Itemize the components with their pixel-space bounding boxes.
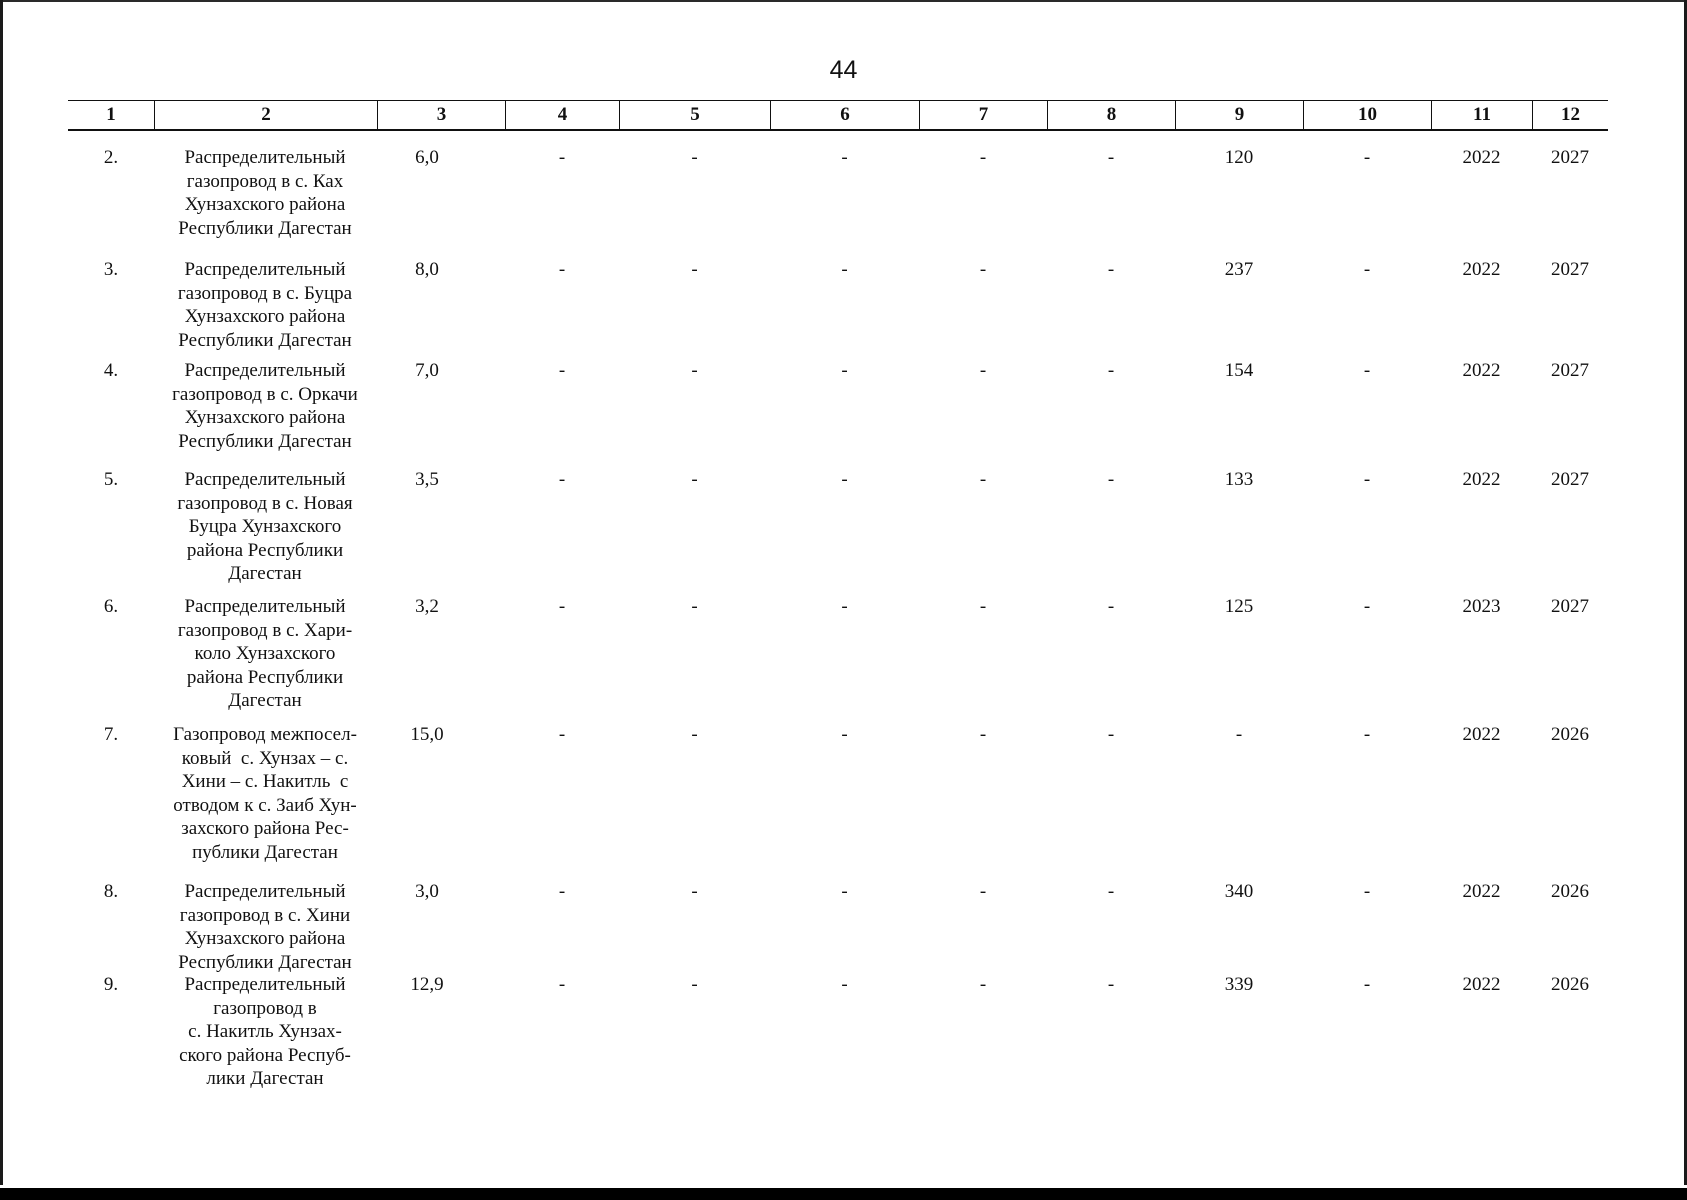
header-col-10: 10 <box>1303 101 1431 129</box>
cell-col-6: - <box>841 596 848 617</box>
cell-col-5: - <box>691 469 698 490</box>
cell-col-9: 125 <box>1224 596 1254 617</box>
cell-col-10: - <box>1363 469 1371 490</box>
cell-col-12: 2026 <box>1551 881 1589 902</box>
cell-col-4: - <box>558 259 566 280</box>
cell-col-4: - <box>558 974 566 995</box>
cell-col-4: - <box>558 360 566 381</box>
cell-col-11: 2022 <box>1462 259 1501 280</box>
cell-col-8: - <box>1107 596 1115 617</box>
row-number: 4. <box>103 360 119 381</box>
row-number: 3. <box>103 259 119 280</box>
cell-col-12: 2027 <box>1551 259 1589 280</box>
cell-col-3: 8,0 <box>415 259 439 280</box>
cell-col-5: - <box>691 974 698 995</box>
cell-col-10: - <box>1363 360 1371 381</box>
cell-col-8: - <box>1107 974 1115 995</box>
object-name: Распределительный газопровод в с. Хини Хунзахского района Республики Дагестан <box>178 881 352 973</box>
cell-col-10: - <box>1363 881 1371 902</box>
cell-col-6: - <box>841 974 848 995</box>
object-name: Распределительный газопровод в с. Накитль Хунзах- ского района Респуб- лики Дагестан <box>179 974 351 1089</box>
cell-col-8: - <box>1107 469 1115 490</box>
cell-col-9: 154 <box>1224 360 1254 381</box>
cell-col-4: - <box>558 469 566 490</box>
cell-col-7: - <box>979 469 987 490</box>
cell-col-3: 3,5 <box>415 469 439 490</box>
cell-col-11: 2022 <box>1462 147 1501 168</box>
cell-col-10: - <box>1363 147 1371 168</box>
row-number: 9. <box>103 974 119 995</box>
header-col-9: 9 <box>1175 101 1303 129</box>
cell-col-3: 3,0 <box>415 881 439 902</box>
cell-col-6: - <box>841 881 848 902</box>
cell-col-6: - <box>841 724 848 745</box>
cell-col-3: 12,9 <box>410 974 444 995</box>
cell-col-6: - <box>841 360 848 381</box>
cell-col-9: - <box>1235 724 1243 745</box>
cell-col-5: - <box>691 259 698 280</box>
cell-col-11: 2022 <box>1462 724 1501 745</box>
row-number: 8. <box>103 881 119 902</box>
scan-border-left <box>0 0 3 1185</box>
scan-border-top <box>0 0 1687 2</box>
object-name: Газопровод межпосел- ковый с. Хунзах – с. Хини – с. Накитль с отводом к с. Заиб Хун- захского района Рес- публики Дагестан <box>173 724 357 863</box>
header-col-1: 1 <box>106 104 116 125</box>
object-name: Распределительный газопровод в с. Буцра Хунзахского района Республики Дагестан <box>177 259 353 351</box>
cell-col-8: - <box>1107 259 1115 280</box>
cell-col-6: - <box>841 469 848 490</box>
cell-col-4: - <box>558 724 566 745</box>
cell-col-3: 3,2 <box>415 596 439 617</box>
row-number: 7. <box>103 724 119 745</box>
header-col-8: 8 <box>1047 101 1175 129</box>
cell-col-12: 2027 <box>1551 360 1589 381</box>
cell-col-11: 2023 <box>1462 596 1501 617</box>
cell-col-12: 2027 <box>1551 147 1589 168</box>
cell-col-12: 2026 <box>1551 974 1589 995</box>
row-number: 6. <box>103 596 119 617</box>
cell-col-10: - <box>1363 596 1371 617</box>
cell-col-9: 340 <box>1224 881 1254 902</box>
cell-col-11: 2022 <box>1462 469 1501 490</box>
cell-col-3: 7,0 <box>415 360 439 381</box>
cell-col-7: - <box>979 596 987 617</box>
cell-col-4: - <box>558 147 566 168</box>
cell-col-3: 6,0 <box>415 147 439 168</box>
cell-col-12: 2027 <box>1551 596 1589 617</box>
cell-col-3: 15,0 <box>410 724 444 745</box>
cell-col-6: - <box>841 259 848 280</box>
header-col-3: 3 <box>377 101 505 129</box>
cell-col-5: - <box>691 147 698 168</box>
cell-col-11: 2022 <box>1462 881 1501 902</box>
cell-col-4: - <box>558 881 566 902</box>
table-header <box>68 100 1608 131</box>
header-col-6: 6 <box>770 101 919 129</box>
cell-col-8: - <box>1107 724 1115 745</box>
header-col-12: 12 <box>1532 101 1608 129</box>
row-number: 2. <box>103 147 119 168</box>
cell-col-9: 237 <box>1224 259 1254 280</box>
cell-col-11: 2022 <box>1462 360 1501 381</box>
cell-col-7: - <box>979 724 987 745</box>
cell-col-8: - <box>1107 881 1115 902</box>
cell-col-5: - <box>691 724 698 745</box>
cell-col-5: - <box>691 360 698 381</box>
object-name: Распределительный газопровод в с. Новая Буцра Хунзахского района Республики Дагестан <box>177 469 353 584</box>
object-name: Распределительный газопровод в с. Оркачи Хунзахского района Республики Дагестан <box>172 360 358 452</box>
cell-col-12: 2026 <box>1551 724 1589 745</box>
object-name: Распределительный газопровод в с. Ках Хунзахского района Республики Дагестан <box>178 147 352 239</box>
cell-col-12: 2027 <box>1551 469 1589 490</box>
header-col-7: 7 <box>919 101 1047 129</box>
cell-col-7: - <box>979 259 987 280</box>
cell-col-5: - <box>691 881 698 902</box>
cell-col-8: - <box>1107 360 1115 381</box>
cell-col-9: 120 <box>1224 147 1254 168</box>
header-col-2: 2 <box>154 101 377 129</box>
cell-col-7: - <box>979 974 987 995</box>
cell-col-9: 133 <box>1224 469 1254 490</box>
cell-col-9: 339 <box>1224 974 1254 995</box>
cell-col-7: - <box>979 881 987 902</box>
cell-col-4: - <box>558 596 566 617</box>
cell-col-5: - <box>691 596 698 617</box>
cell-col-7: - <box>979 360 987 381</box>
cell-col-8: - <box>1107 147 1115 168</box>
cell-col-10: - <box>1363 259 1371 280</box>
cell-col-6: - <box>841 147 848 168</box>
cell-col-11: 2022 <box>1462 974 1501 995</box>
header-col-5: 5 <box>619 101 770 129</box>
object-name: Распределительный газопровод в с. Хари- коло Хунзахского района Республики Дагестан <box>177 596 353 711</box>
cell-col-10: - <box>1363 724 1371 745</box>
page-number: 44 <box>829 56 858 84</box>
cell-col-10: - <box>1363 974 1371 995</box>
header-col-11: 11 <box>1431 101 1532 129</box>
row-number: 5. <box>103 469 119 490</box>
scan-border-bottom <box>0 1188 1687 1200</box>
header-col-4: 4 <box>505 101 619 129</box>
cell-col-7: - <box>979 147 987 168</box>
